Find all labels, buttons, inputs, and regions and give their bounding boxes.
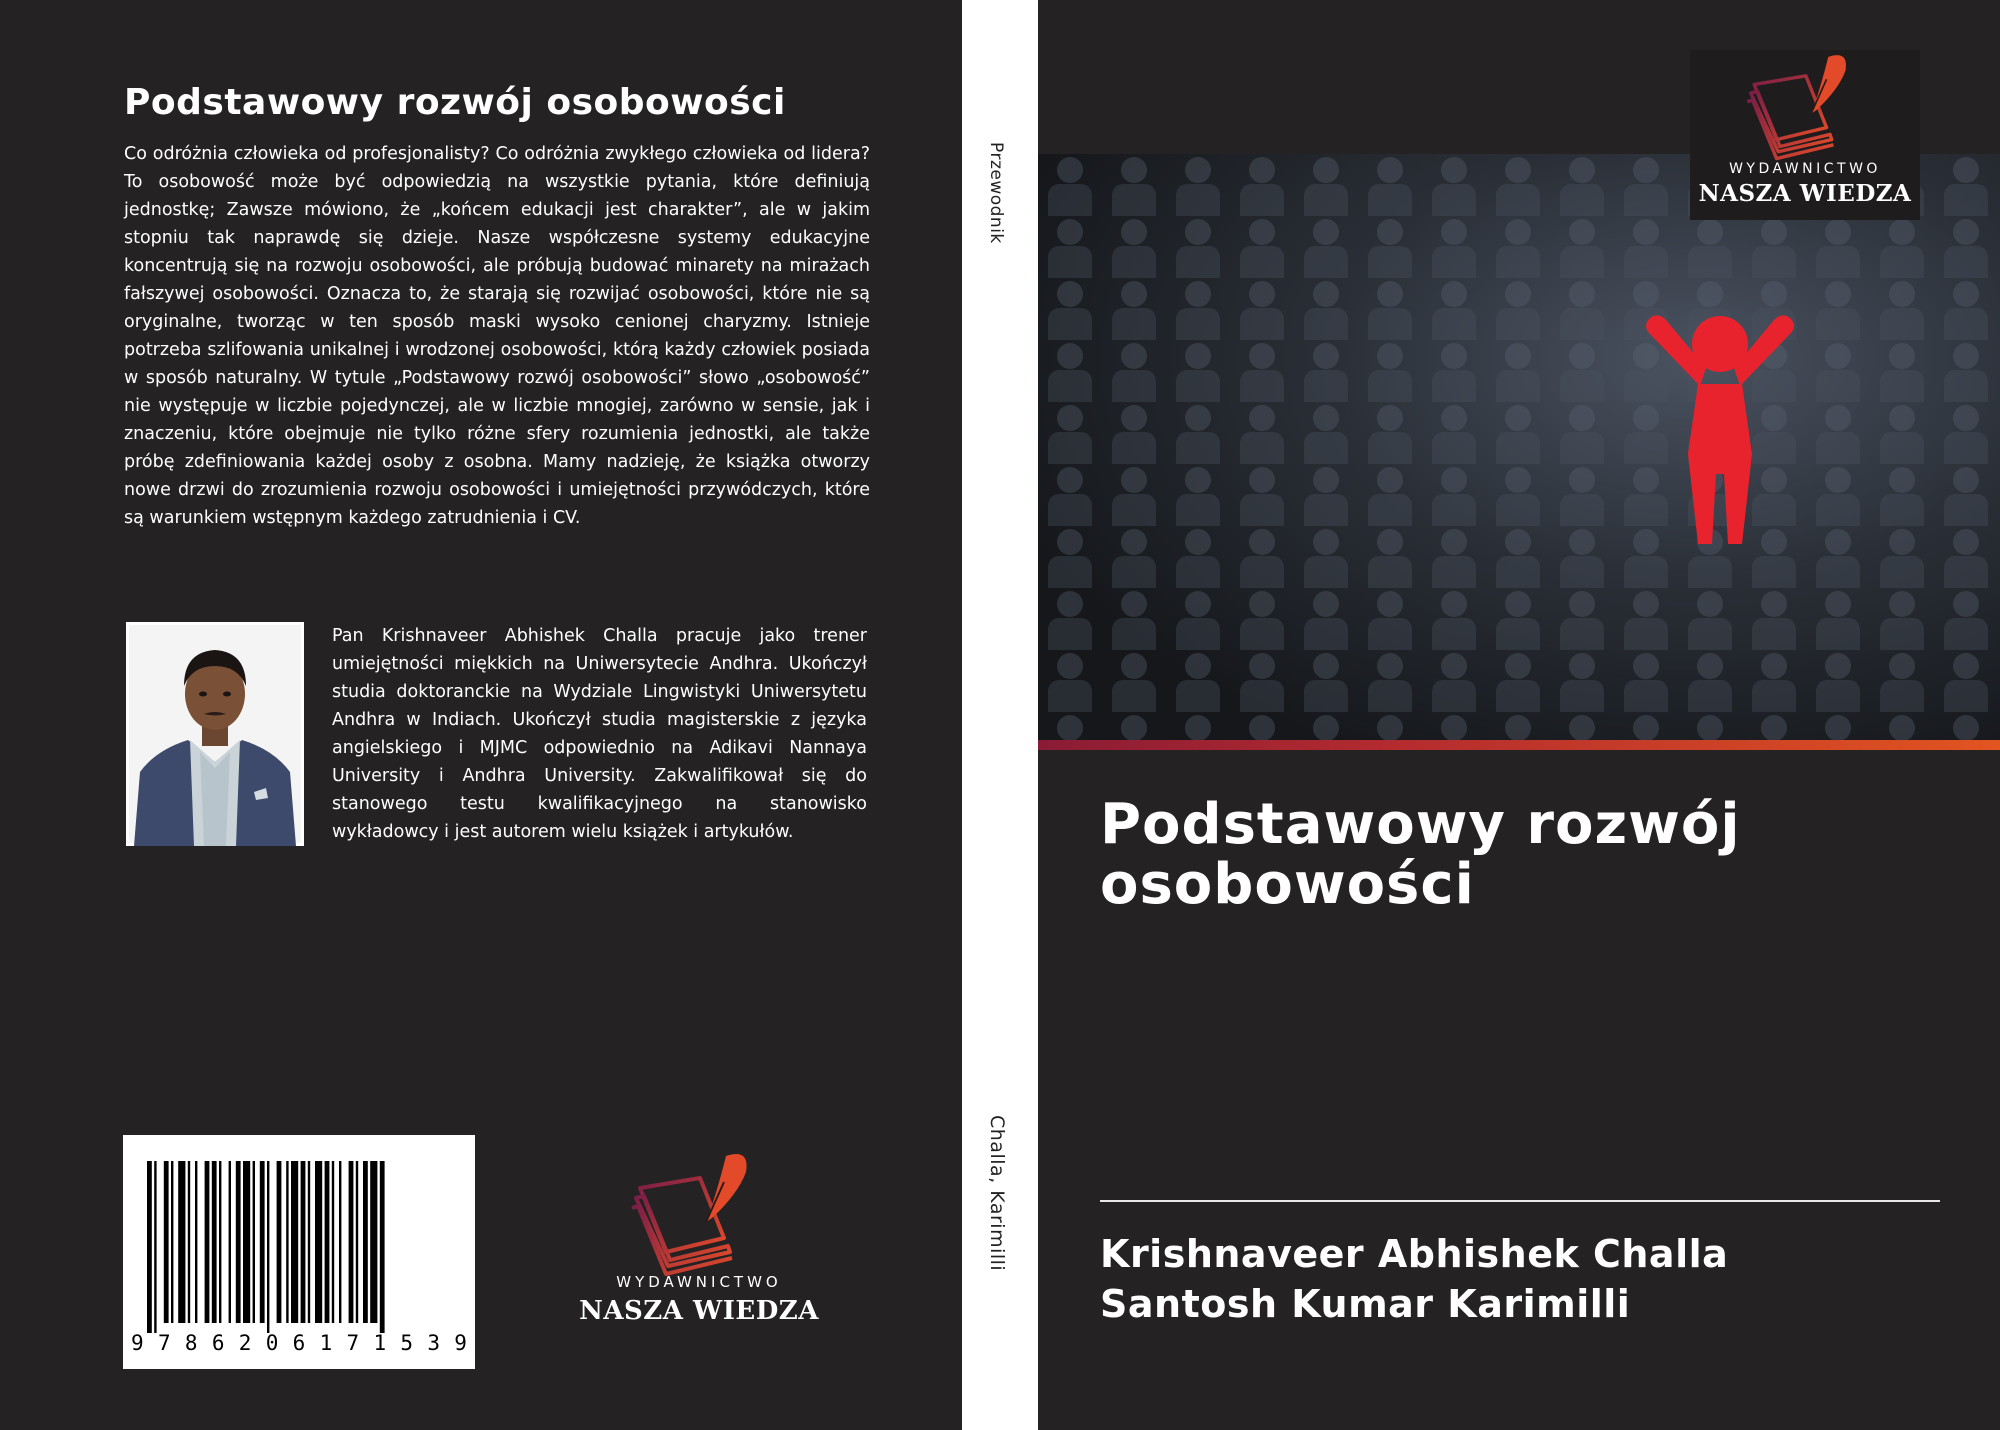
author-name: Santosh Kumar Karimilli bbox=[1100, 1282, 1631, 1326]
spine-authors: Challa, Karimilli bbox=[986, 1115, 1008, 1272]
barcode-digit: 1 bbox=[373, 1331, 387, 1355]
spine bbox=[962, 0, 1038, 1430]
barcode-digit: 9 bbox=[454, 1331, 467, 1355]
barcode-digit: 6 bbox=[211, 1331, 225, 1355]
front-cover-title: Podstawowy rozwój osobowości bbox=[1100, 792, 1741, 917]
barcode-digit: 8 bbox=[184, 1331, 198, 1355]
barcode-digit: 5 bbox=[400, 1331, 414, 1355]
cover-illustration bbox=[1038, 154, 2000, 740]
barcode-digit: 0 bbox=[265, 1331, 279, 1355]
publisher-name-big: NASZA WIEDZA bbox=[579, 1296, 819, 1326]
publisher-name-small: WYDAWNICTWO bbox=[1729, 161, 1881, 177]
barcode-digit: 3 bbox=[427, 1331, 440, 1355]
front-cover bbox=[1038, 0, 2000, 1430]
title-divider bbox=[1100, 1200, 1940, 1202]
publisher-name-big: NASZA WIEDZA bbox=[1698, 180, 1912, 207]
book-quill-icon bbox=[574, 1148, 824, 1278]
author-name: Krishnaveer Abhishek Challa bbox=[1100, 1232, 1729, 1276]
barcode-digit: 9 bbox=[131, 1331, 144, 1355]
back-cover-description: Co odróżnia człowieka od profesjonalisty? Co odróżnia zwykłego człowieka od lidera? To osobowość może być odpowiedzią na wszystkie pytania, które definiują jednostkę; Zawsze mówiono, że „końcem edukacji jest charakter”, ale w jakim stopniu tak naprawdę się dzieje. Nasze współczesne systemy edukacyjne koncentrują się na rozwoju osobowości, ale próbują budować minarety na mirażach fałszywej osobowości. Oznacza to, że starają się rozwijać osobowości, które nie są oryginalne, tworząc w ten sposób maski wysoko cenionej charyzmy. Istnieje potrzeba szlifowania unikalnej i wrodzonej osobowości, którą każdy człowiek posiada w sposób naturalny. W tytule „Podstawowy rozwój osobowości” słowo „osobowość” nie występuje w liczbie pojedynczej, ale w liczbie mnogiej, zarówno w sensie, jak i znaczeniu, które obejmuje nie tylko różne sfery rozumienia jednostki, ale także próbę zdefiniowania każdej osoby z osobna. Mamy nadzieję, że książka otworzy nowe drzwi do zrozumienia rozwoju osobowości i umiejętności przywódczych, które są warunkiem wstępnym każdego zatrudnienia i CV. bbox=[124, 144, 870, 528]
spine-series-label: Przewodnik bbox=[986, 142, 1006, 244]
back-cover bbox=[0, 0, 962, 1430]
accent-divider bbox=[1038, 740, 2000, 750]
isbn-number bbox=[131, 1331, 467, 1355]
back-cover-title: Podstawowy rozwój osobowości bbox=[124, 82, 786, 123]
barcode-digit: 7 bbox=[346, 1331, 360, 1355]
author-photo bbox=[126, 622, 304, 846]
publisher-logo-front bbox=[1690, 50, 1920, 220]
publisher-logo-back bbox=[574, 1148, 824, 1338]
isbn-barcode bbox=[123, 1135, 475, 1369]
book-quill-icon bbox=[1690, 50, 1920, 162]
barcode-digit: 1 bbox=[319, 1331, 333, 1355]
author-bio: Pan Krishnaveer Abhishek Challa pracuje jako trener umiejętności miękkich na Uniwersytecie Andhra. Ukończył studia doktoranckie na Wydziale Lingwistyki Uniwersytetu Andhra w Indiach. Ukończył studia magisterskie z języka angielskiego i MJMC odpowiednio na Adikavi Nannaya University i Andhra University. Zakwalifikował się do stanowego testu kwalifikacyjnego na stanowisko wykładowcy i jest autorem wielu książek i artykułów. bbox=[332, 626, 867, 842]
barcode-digit: 7 bbox=[157, 1331, 171, 1355]
publisher-name-small: WYDAWNICTWO bbox=[616, 1273, 782, 1291]
barcode-digit: 2 bbox=[238, 1331, 252, 1355]
barcode-digit: 6 bbox=[292, 1331, 306, 1355]
